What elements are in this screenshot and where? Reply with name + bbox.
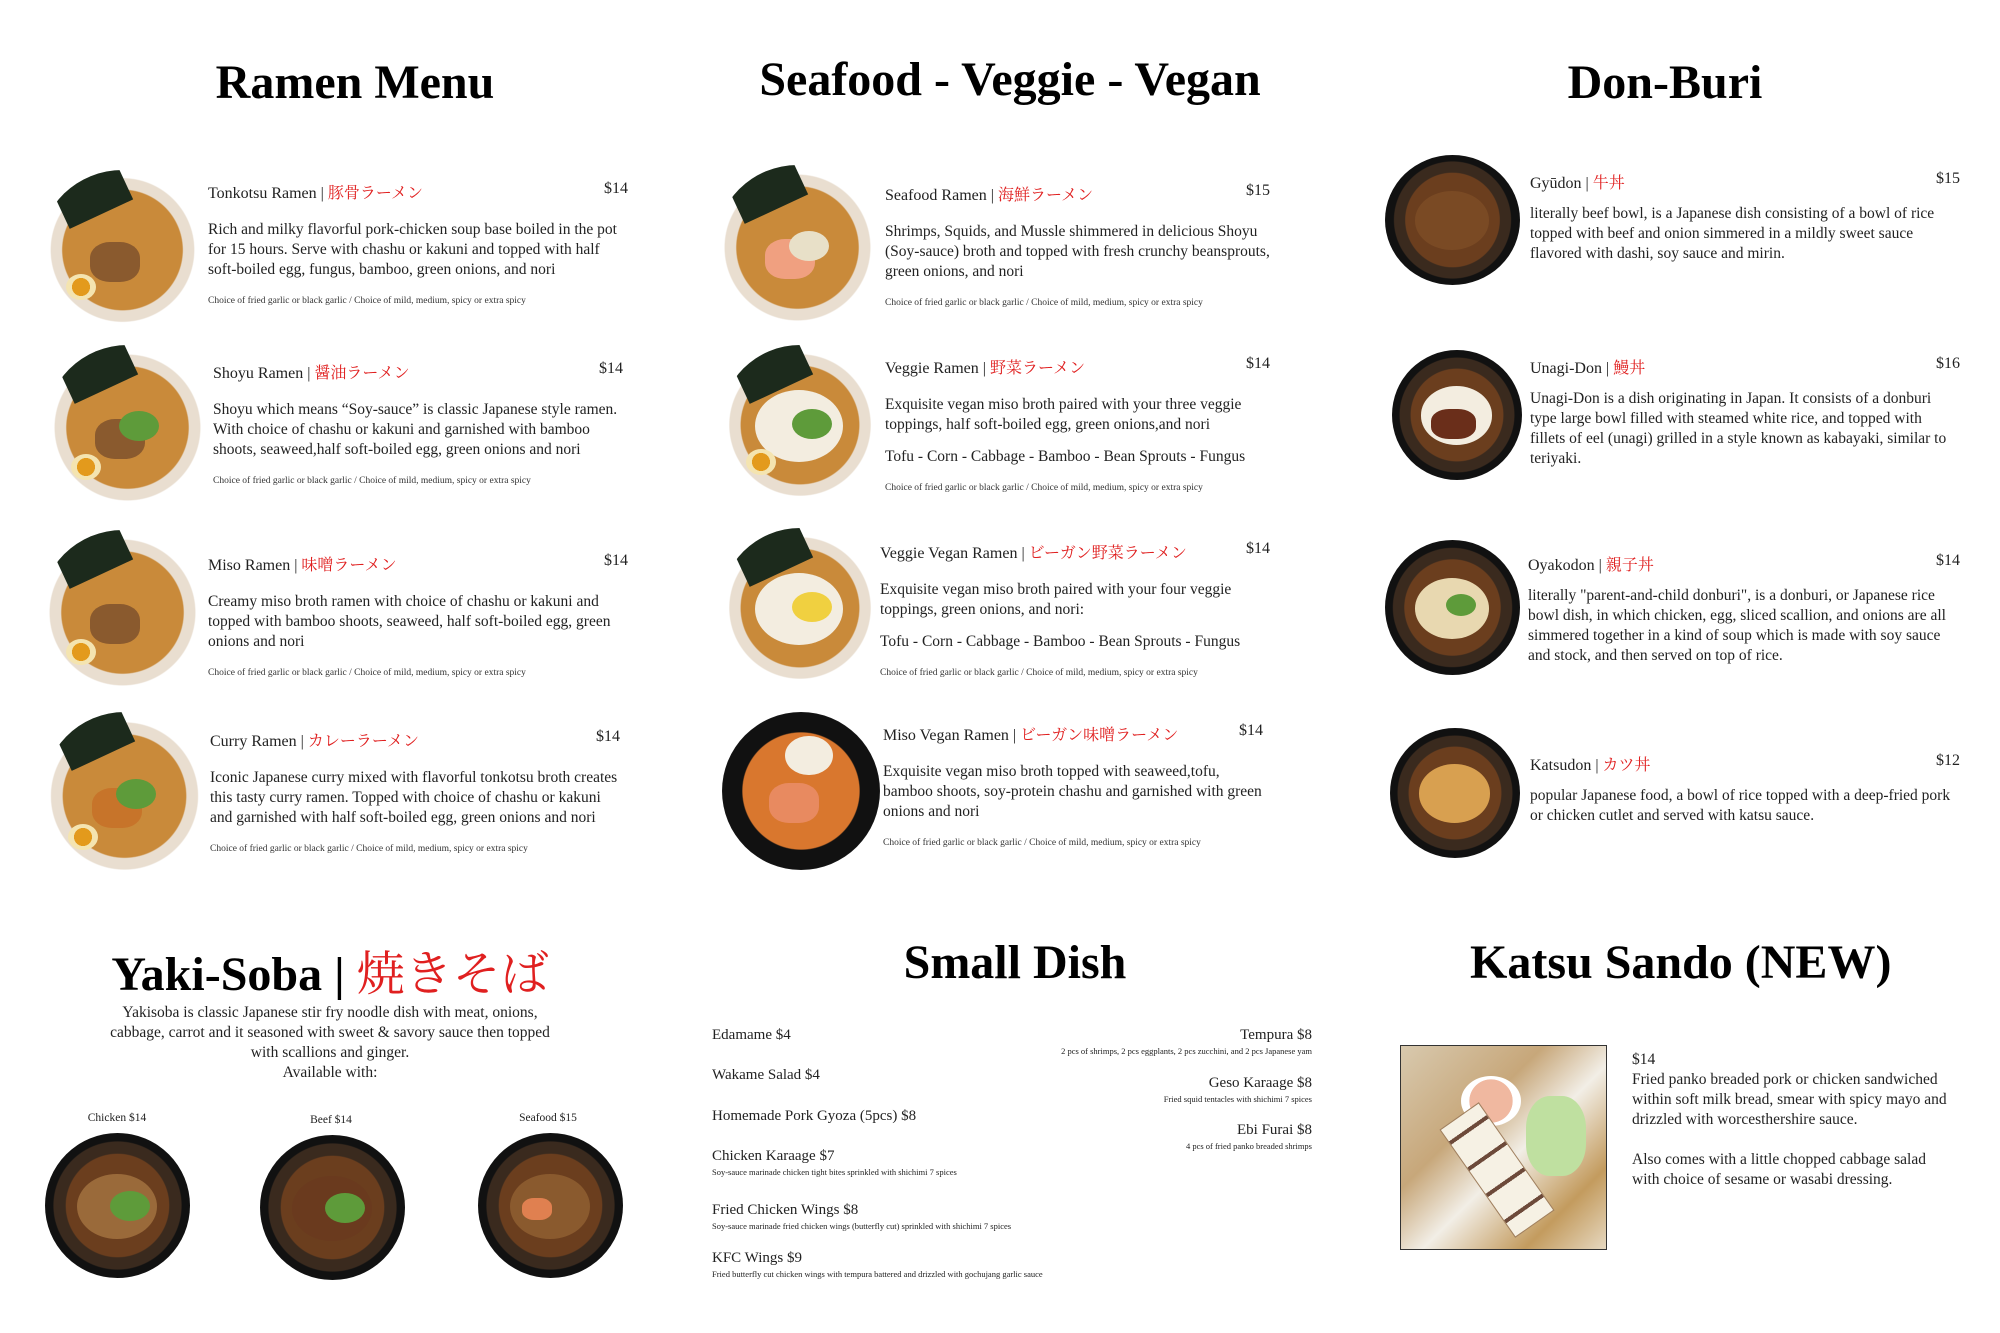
item-choice-note: Choice of fried garlic or black garlic / Choice of mild, medium, spicy or extra spicy: [210, 844, 528, 854]
katsu-sando-section-title: Katsu Sando (NEW): [1470, 936, 1892, 989]
item-choice-note: Choice of fried garlic or black garlic / Choice of mild, medium, spicy or extra spicy: [880, 668, 1198, 678]
item-name: Oyakodon |: [1528, 557, 1606, 574]
item-description: literally beef bowl, is a Japanese dish consisting of a bowl of rice topped with beef and onion simmered in a mildly sweet sauce flavored with dashi, soy sauce and mirin.: [1530, 205, 1935, 262]
dish-note: Soy-sauce marinade chicken tight bites sprinkled with shichimi 7 spices: [712, 1167, 957, 1177]
katsu-sando-photo: [1400, 1045, 1607, 1250]
katsu-sando-details: [1632, 1050, 1952, 1190]
yakisoba-description: [100, 1003, 560, 1083]
menu-item-seafood-ramen: [885, 182, 1270, 308]
item-name-jp: 鰻丼: [1613, 360, 1646, 377]
menu-item-katsudon: [1530, 752, 1960, 826]
yakisoba-option-chicken: Chicken $14: [87, 1112, 147, 1124]
item-choice-note: Choice of fried garlic or black garlic / Choice of mild, medium, spicy or extra spicy: [213, 476, 531, 486]
dish-note: 2 pcs of shrimps, 2 pcs eggplants, 2 pcs zucchini, and 2 pcs Japanese yam: [1061, 1046, 1312, 1056]
item-name-jp: 海鮮ラーメン: [997, 187, 1094, 204]
dish-name: Wakame Salad $4: [712, 1067, 820, 1083]
item-name-jp: 野菜ラーメン: [989, 360, 1086, 377]
unagi-don-photo: [1392, 350, 1522, 480]
item-description: Shrimps, Squids, and Mussle shimmered in delicious Shoyu (Soy-sauce) broth and topped with fresh crunchy beansprouts, green onions, and nori: [885, 223, 1270, 280]
dish-note: Fried squid tentacles with shichimi 7 spices: [1163, 1094, 1312, 1104]
item-price: $14: [1246, 540, 1270, 557]
item-description: literally "parent-and-child donburi", is a donburi, or Japanese rice bowl dish, in which chicken, egg, sliced scallion, and onions are all simmered together in a kind of soup which is made with soy sauce and stock, and then served on top of rice.: [1528, 587, 1946, 664]
katsu-sando-description: Fried panko breaded pork or chicken sandwiched within soft milk bread, smear with spicy mayo and drizzled with worcesthershire sauce.: [1632, 1071, 1947, 1128]
menu-item-miso-vegan-ramen: [883, 722, 1263, 848]
veggie-ramen-photo: [720, 345, 880, 505]
small-dish-fried-chicken-wings: [712, 1202, 1011, 1231]
menu-item-veggie-vegan-ramen: [880, 540, 1270, 678]
dish-name: Chicken Karaage $7: [712, 1148, 835, 1164]
miso-ramen-photo: [40, 530, 205, 695]
tonkotsu-ramen-photo: [40, 170, 205, 330]
item-name-jp: カレーラーメン: [307, 733, 420, 750]
yakisoba-desc-text: Yakisoba is classic Japanese stir fry noodle dish with meat, onions, cabbage, carrot and it seasoned with sweet & savory sauce then topped with scallions and ginger.: [110, 1004, 550, 1061]
item-name-jp: ビーガン野菜ラーメン: [1028, 545, 1187, 562]
oyakodon-photo: [1385, 540, 1520, 675]
miso-vegan-ramen-photo: [722, 712, 880, 870]
dish-note: 4 pcs of fried panko breaded shrimps: [1185, 1141, 1312, 1151]
item-description: Exquisite vegan miso broth topped with seaweed,tofu, bamboo shoots, soy-protein chashu and garnished with green onions and nori: [883, 763, 1262, 820]
dish-note: Soy-sauce marinade fried chicken wings (butterfly cut) sprinkled with shichimi 7 spices: [712, 1221, 1012, 1231]
shoyu-ramen-photo: [45, 345, 210, 510]
menu-item-miso-ramen: [208, 552, 628, 678]
dish-name: KFC Wings $9: [712, 1250, 802, 1266]
dish-name: Fried Chicken Wings $8: [712, 1202, 859, 1218]
item-name-jp: 味噌ラーメン: [301, 557, 397, 574]
yakisoba-beef-photo: [260, 1135, 405, 1280]
item-price: $15: [1936, 170, 1960, 187]
item-name: Katsudon |: [1530, 757, 1603, 774]
item-description: Exquisite vegan miso broth paired with your four veggie toppings, green onions, and nori:: [880, 581, 1232, 618]
item-name-jp: ビーガン味噌ラーメン: [1020, 727, 1179, 744]
item-price: $14: [596, 728, 620, 745]
seafood-section-title: Seafood - Veggie - Vegan: [759, 53, 1261, 106]
item-price: $16: [1936, 355, 1960, 372]
menu-item-tonkotsu-ramen: [208, 180, 628, 306]
item-name-jp: 豚骨ラーメン: [327, 185, 424, 202]
item-name: Miso Ramen |: [208, 557, 302, 574]
small-dish-geso-karaage: [1164, 1075, 1312, 1104]
item-description: Rich and milky flavorful pork-chicken soup base boiled in the pot for 15 hours. Serve with chashu or kakuni and topped with half soft-boiled egg, fungus, bamboo, green onions, and nori: [208, 221, 617, 278]
gyudon-photo: [1385, 155, 1520, 285]
small-dish-wakame-salad: [712, 1067, 820, 1084]
item-name: Seafood Ramen |: [885, 187, 998, 204]
item-toppings: Tofu - Corn - Cabbage - Bamboo - Bean Sprouts - Fungus: [880, 633, 1241, 650]
item-price: $14: [1936, 552, 1960, 569]
item-price: $14: [604, 180, 628, 197]
item-description: Creamy miso broth ramen with choice of chashu or kakuni and topped with bamboo shoots, seaweed, half soft-boiled egg, green onions and nori: [208, 593, 611, 650]
item-description: Exquisite vegan miso broth paired with your three veggie toppings, half soft-boiled egg, green onions,and nori: [885, 396, 1242, 433]
item-name-jp: 牛丼: [1592, 175, 1625, 192]
menu-item-veggie-ramen: [885, 355, 1270, 493]
dish-note: Fried butterfly cut chicken wings with tempura battered and drizzled with gochujang garlic sauce: [712, 1269, 1043, 1279]
veggie-vegan-ramen-photo: [720, 528, 880, 688]
item-name: Shoyu Ramen |: [213, 365, 315, 382]
item-price: $14: [1246, 355, 1270, 372]
item-price: $14: [604, 552, 628, 569]
item-choice-note: Choice of fried garlic or black garlic / Choice of mild, medium, spicy or extra spicy: [883, 838, 1201, 848]
katsu-sando-price: $14: [1632, 1051, 1656, 1068]
dish-name: Geso Karaage $8: [1208, 1075, 1312, 1091]
yakisoba-chicken-photo: [45, 1133, 190, 1278]
item-choice-note: Choice of fried garlic or black garlic / Choice of mild, medium, spicy or extra spicy: [208, 296, 526, 306]
small-dish-ebi-furai: [1186, 1122, 1312, 1151]
small-dish-tempura: [1061, 1027, 1312, 1056]
dish-name: Tempura $8: [1240, 1027, 1312, 1043]
yakisoba-seafood-photo: [478, 1133, 623, 1278]
yakisoba-option-seafood: Seafood $15: [519, 1112, 577, 1124]
item-name: Unagi-Don |: [1530, 360, 1614, 377]
menu-item-oyakodon: [1528, 552, 1960, 666]
item-name-jp: 醤油ラーメン: [314, 365, 410, 382]
menu-item-shoyu-ramen: [213, 360, 623, 486]
small-dish-edamame: [712, 1027, 791, 1044]
item-name: Veggie Ramen |: [885, 360, 990, 377]
small-dish-chicken-karaage: [712, 1148, 957, 1177]
small-dish-gyoza: [712, 1108, 916, 1125]
curry-ramen-photo: [42, 712, 207, 880]
item-toppings: Tofu - Corn - Cabbage - Bamboo - Bean Sprouts - Fungus: [885, 448, 1246, 465]
item-price: $12: [1936, 752, 1960, 769]
menu-item-unagi-don: [1530, 355, 1960, 469]
yakisoba-available-label: Available with:: [282, 1064, 378, 1081]
item-price: $15: [1246, 182, 1270, 199]
item-name: Veggie Vegan Ramen |: [880, 545, 1029, 562]
ramen-section-title: Ramen Menu: [215, 56, 495, 109]
menu-item-gyudon: [1530, 170, 1960, 264]
item-choice-note: Choice of fried garlic or black garlic / Choice of mild, medium, spicy or extra spicy: [885, 298, 1203, 308]
item-name-jp: カツ丼: [1602, 757, 1651, 774]
item-name: Gyūdon |: [1530, 175, 1593, 192]
katsu-sando-description-extra: Also comes with a little chopped cabbage salad with choice of sesame or wasabi dressing.: [1632, 1151, 1926, 1188]
small-dish-section-title: Small Dish: [903, 936, 1127, 989]
yakisoba-title-en: Yaki-Soba |: [111, 948, 357, 1001]
item-description: Iconic Japanese curry mixed with flavorful tonkotsu broth creates this tasty curry ramen. Topped with choice of chashu or kakuni and garnished with half soft-boiled egg, green onions and nori: [210, 769, 618, 826]
item-price: $14: [1239, 722, 1263, 739]
katsudon-photo: [1390, 728, 1520, 858]
item-choice-note: Choice of fried garlic or black garlic / Choice of mild, medium, spicy or extra spicy: [885, 483, 1203, 493]
donburi-section-title: Don-Buri: [1567, 56, 1763, 109]
menu-item-curry-ramen: [210, 728, 620, 854]
item-name: Curry Ramen |: [210, 733, 308, 750]
item-description: Shoyu which means “Soy-sauce” is classic Japanese style ramen. With choice of chashu or kakuni and garnished with bamboo shoots, seaweed,half soft-boiled egg, green onions and nori: [213, 401, 618, 458]
item-name: Tonkotsu Ramen |: [208, 185, 328, 202]
yakisoba-section-title: [100, 935, 560, 1004]
small-dish-kfc-wings: [712, 1250, 1043, 1279]
item-description: Unagi-Don is a dish originating in Japan. It consists of a donburi type large bowl filled with steamed white rice, and topped with fillets of eel (unagi) grilled in a style known as kabayaki, similar to teriyaki.: [1530, 390, 1947, 467]
dish-name: Ebi Furai $8: [1237, 1122, 1312, 1138]
dish-name: Edamame $4: [712, 1027, 791, 1043]
dish-name: Homemade Pork Gyoza (5pcs) $8: [712, 1108, 917, 1124]
yakisoba-title-jp: 焼きそば: [356, 948, 549, 1001]
yakisoba-option-beef: Beef $14: [310, 1114, 352, 1126]
seafood-ramen-photo: [715, 165, 880, 330]
item-name: Miso Vegan Ramen |: [883, 727, 1021, 744]
item-name-jp: 親子丼: [1605, 557, 1654, 574]
item-choice-note: Choice of fried garlic or black garlic / Choice of mild, medium, spicy or extra spicy: [208, 668, 526, 678]
item-price: $14: [599, 360, 623, 377]
item-description: popular Japanese food, a bowl of rice topped with a deep-fried pork or chicken cutlet and served with katsu sauce.: [1530, 787, 1951, 824]
